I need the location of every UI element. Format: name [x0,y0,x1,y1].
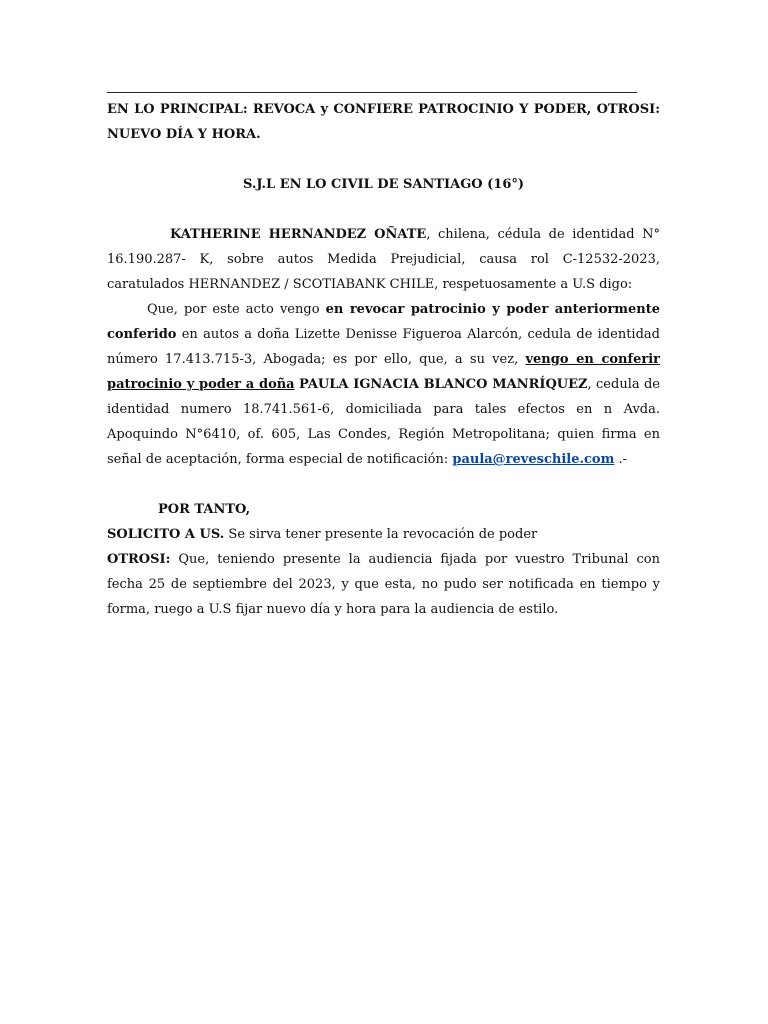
otrosi-paragraph [107,547,660,622]
court-name: S.J.L EN LO CIVIL DE SANTIAGO (16°) [242,177,525,192]
body-paragraph [107,297,660,472]
body-part3: , cedula de identidad numero 18.741.561-6, domiciliada para tales efectos en n Avda. Apoquindo N°6410, of. 605, Las Condes, Región Metropolitana; quien firma en señal de aceptación, forma especial de notificación: [107,377,660,467]
intro-text: , chilena, cédula de identidad N° 16.190.287- K, sobre autos Medida Prejudicial, causa rol C-12532-2023, caratulados HERNANDEZ / SCOTIABANK CHILE, respetuosamente a U.S digo: [107,227,660,292]
solicito-text: Se sirva tener presente la revocación de poder [224,527,538,542]
email-link[interactable]: paula@reveschile.com [452,452,615,467]
por-tanto: POR TANTO, [158,502,251,517]
attorney-name: PAULA IGNACIA BLANCO MANRÍQUEZ [298,377,588,392]
intro-paragraph [107,222,660,297]
solicito-label: SOLICITO A US. [107,527,225,542]
spacer [107,472,660,497]
otrosi-text: Que, teniendo presente la audiencia fijada por vuestro Tribunal con fecha 25 de septiembre del 2023, y que esta, no pudo ser notificada en tiempo y forma, ruego a U.S fijar nuevo día y hora para la audiencia de estilo. [107,552,660,617]
petitioner-name: KATHERINE HERNANDEZ OÑATE [170,227,427,242]
otrosi-label: OTROSI: [107,552,171,567]
conferral-text: vengo en conferir patrocinio y poder a doña [107,352,661,392]
top-rule [107,92,637,93]
body-part1: Que, por este acto vengo [147,302,326,317]
solicito-paragraph [107,522,660,547]
document-title: EN LO PRINCIPAL: REVOCA y CONFIERE PATROCINIO Y PODER, OTROSI: NUEVO DÍA Y HORA. [107,102,660,142]
body-part2: en autos a doña Lizette Denisse Figueroa Alarcón, cedula de identidad número 17.413.715-3, Abogada; es por ello, que, a su vez, [107,327,660,367]
body-part4: .- [614,452,628,467]
document-page [107,92,660,622]
revocation-text: en revocar patrocinio y poder anteriormente conferido [107,302,660,342]
